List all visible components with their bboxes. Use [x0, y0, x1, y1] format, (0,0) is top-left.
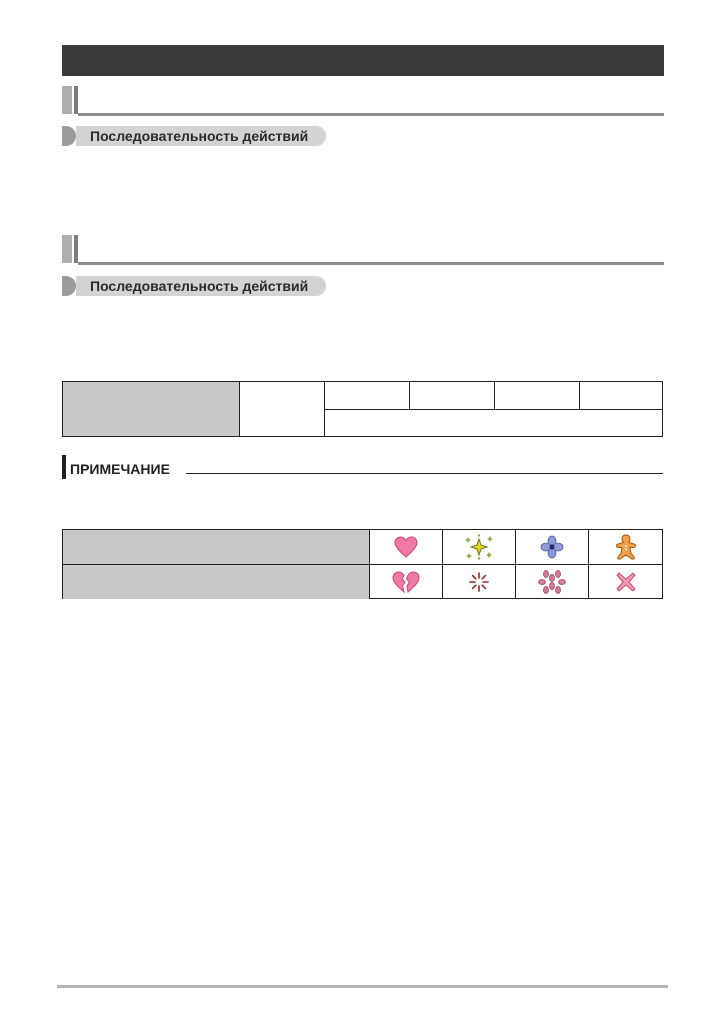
sparkle-burst-icon [443, 530, 516, 564]
footer-rule [57, 985, 668, 988]
icon-table-row [63, 530, 662, 565]
heart-icon [370, 530, 443, 564]
broken-heart-icon [370, 565, 443, 599]
section-1-header [62, 86, 664, 116]
note-label: ПРИМЕЧАНИЕ [70, 461, 170, 477]
settings-table-cell [495, 382, 580, 409]
section-1-marker-inner [74, 86, 78, 114]
section-1-procedure-label: Последовательность действий [76, 126, 326, 146]
small-burst-icon [443, 565, 516, 599]
section-1-rule [78, 113, 664, 116]
flower-icon [516, 530, 589, 564]
gingerbread-figure-icon [589, 530, 662, 564]
icon-table-label-cell [63, 530, 370, 564]
note-marker [62, 455, 66, 479]
icon-table-label-cell [63, 565, 370, 599]
section-2-marker [62, 235, 72, 263]
settings-table-cell [325, 382, 410, 409]
settings-table-mid-cell [240, 382, 325, 436]
section-2-procedure-label: Последовательность действий [76, 276, 326, 296]
note-rule [186, 473, 663, 474]
settings-table-bottom-row [325, 410, 662, 436]
scattered-petals-icon [516, 565, 589, 599]
cross-icon [589, 565, 662, 599]
section-2-marker-inner [74, 235, 78, 263]
settings-table-label-cell [63, 382, 240, 436]
settings-table-cell [410, 382, 495, 409]
icon-table [62, 529, 663, 599]
section-1-marker [62, 86, 72, 114]
section-2-rule [78, 262, 664, 265]
section-2-header [62, 235, 664, 265]
settings-table-top-row [325, 382, 662, 410]
icon-table-row [63, 565, 662, 599]
page-title-bar [62, 45, 664, 76]
settings-table [62, 381, 663, 437]
